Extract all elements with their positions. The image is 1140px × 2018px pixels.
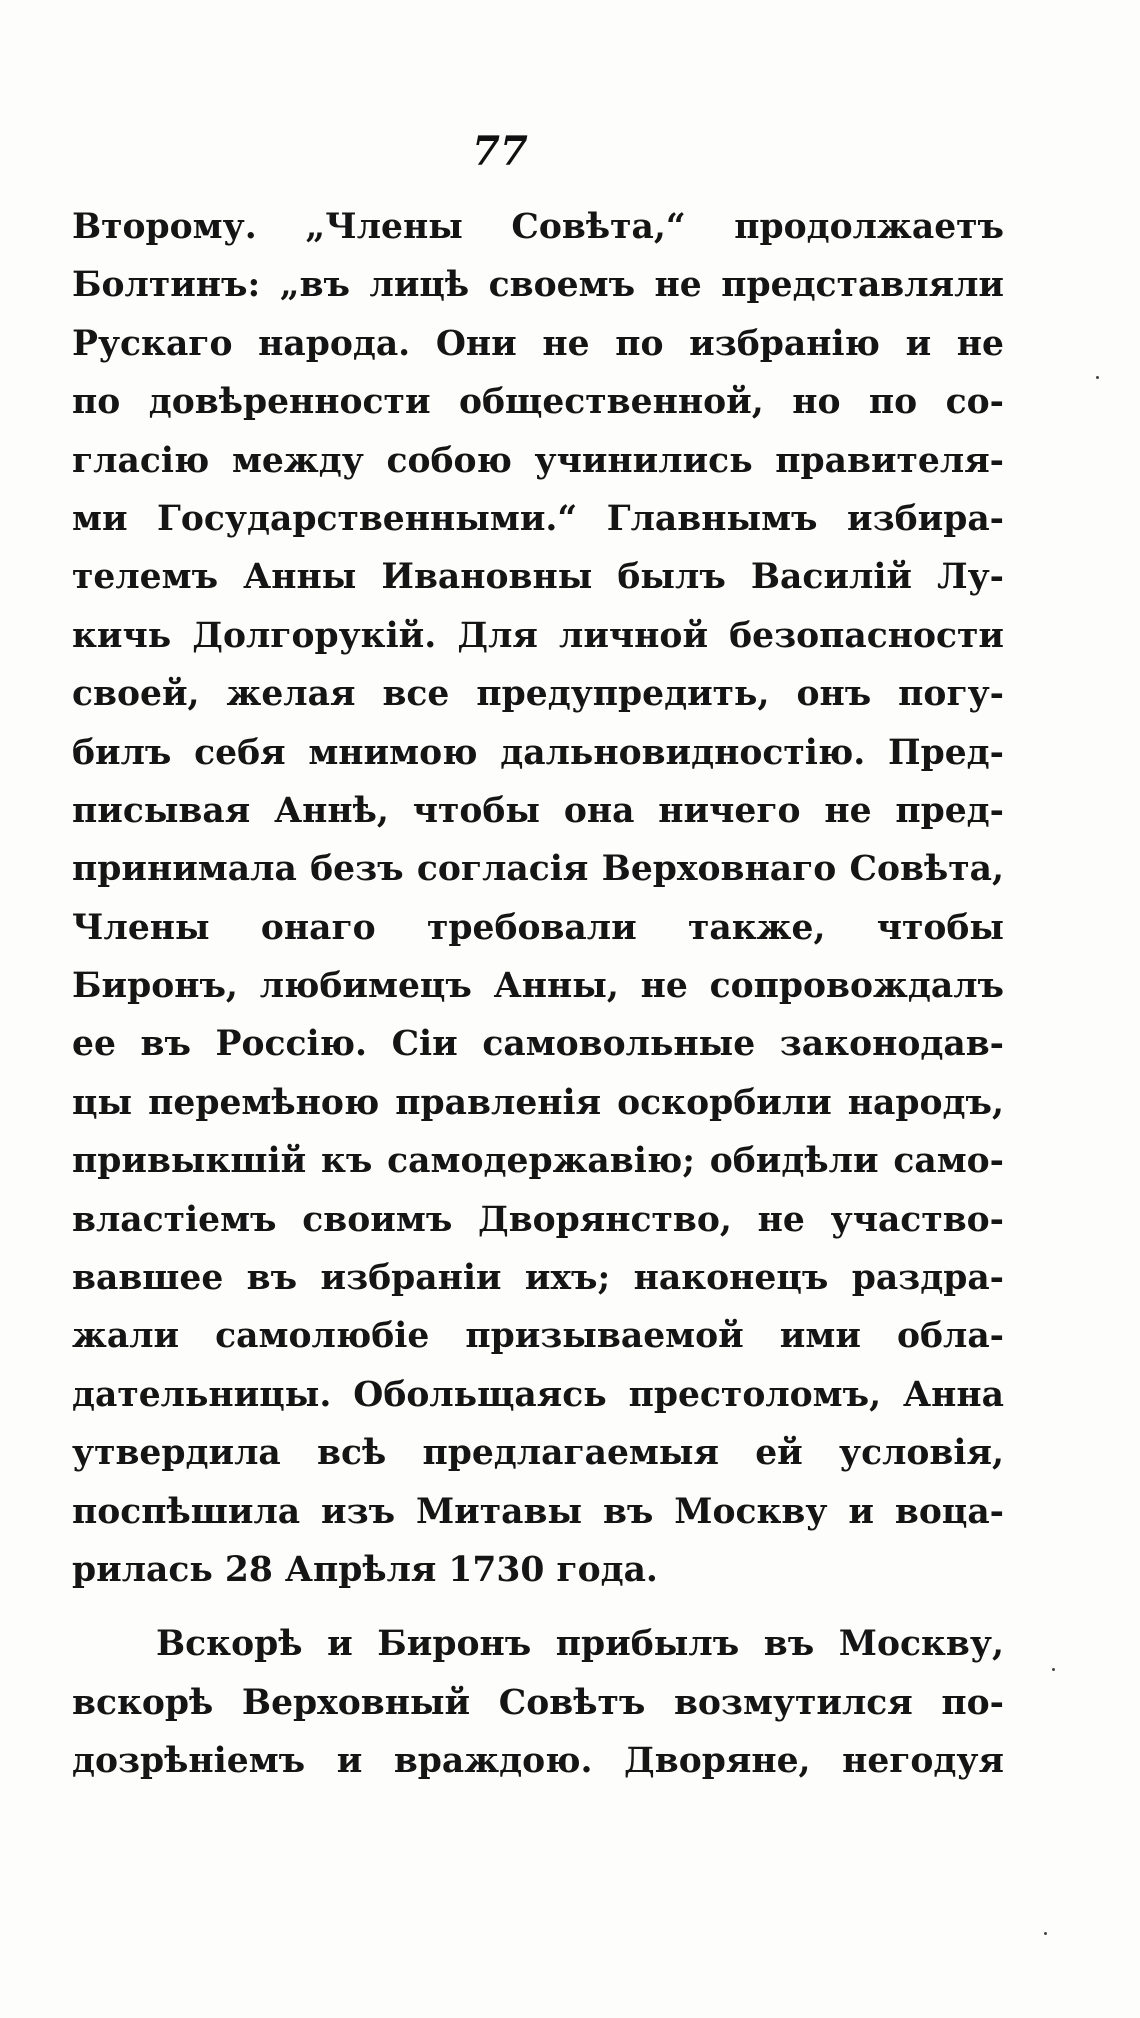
text-line: Биронъ, любимецъ Анны, не сопровождалъ xyxy=(72,966,1004,1007)
text-line: дозрѣніемъ и враждою. Дворяне, негодуя xyxy=(72,1741,1004,1782)
page-speck xyxy=(1044,1932,1047,1935)
text-line: гласію между собою учинились правителя- xyxy=(72,440,1004,481)
text-line: дательницы. Обольщаясь престоломъ, Анна xyxy=(72,1374,1004,1415)
text-line: Члены онаго требовали также, чтобы xyxy=(72,907,1004,948)
text-line: жали самолюбіе призываемой ими обла- xyxy=(72,1316,1004,1357)
text-line: кичь Долгорукій. Для личной безопасности xyxy=(72,615,1004,656)
body-text xyxy=(72,198,1004,1791)
paragraph-1 xyxy=(72,198,1004,1599)
text-line: ее въ Россію. Сіи самовольные законодав- xyxy=(72,1024,1004,1065)
page-speck xyxy=(1052,1668,1055,1671)
text-line: рилась 28 Апрѣля 1730 года. xyxy=(72,1549,658,1590)
text-line: принимала безъ согласія Верховнаго Совѣта, xyxy=(72,849,1004,890)
text-line: писывая Аннѣ, чтобы она ничего не пред- xyxy=(72,790,1004,831)
text-line: своей, желая все предупредить, онъ погу- xyxy=(72,674,1004,715)
text-line: властіемъ своимъ Дворянство, не участво- xyxy=(72,1199,1004,1240)
page-speck xyxy=(1096,376,1099,379)
paragraph-gap xyxy=(72,1599,1004,1615)
text-line: по довѣренности общественной, но по со- xyxy=(72,382,1004,423)
text-line: Вскорѣ и Биронъ прибылъ въ Москву, xyxy=(156,1624,1004,1665)
text-line: телемъ Анны Ивановны былъ Василій Лу- xyxy=(72,557,1004,598)
text-line: ми Государственными.“ Главнымъ избира- xyxy=(72,498,1004,539)
page-number: 77 xyxy=(472,128,528,175)
text-line: Второму. „Члены Совѣта,“ продолжаетъ xyxy=(72,207,1004,247)
text-line: Болтинъ: „въ лицѣ своемъ не представляли xyxy=(72,265,1004,306)
text-line: поспѣшила изъ Митавы въ Москву и воца- xyxy=(72,1491,1004,1532)
text-line: билъ себя мнимою дальновидностію. Пред- xyxy=(72,732,1004,773)
text-line: утвердила всѣ предлагаемыя ей условія, xyxy=(72,1433,1004,1474)
text-line: вавшее въ избраніи ихъ; наконецъ раздра- xyxy=(72,1258,1004,1299)
text-line: вскорѣ Верховный Совѣтъ возмутился по- xyxy=(72,1682,1004,1723)
paragraph-2 xyxy=(72,1615,1004,1790)
text-line: привыкшій къ самодержавію; обидѣли само- xyxy=(72,1141,1004,1182)
text-line: Рускаго народа. Они не по избранію и не xyxy=(72,323,1004,364)
text-line: цы перемѣною правленія оскорбили народъ, xyxy=(72,1082,1004,1123)
